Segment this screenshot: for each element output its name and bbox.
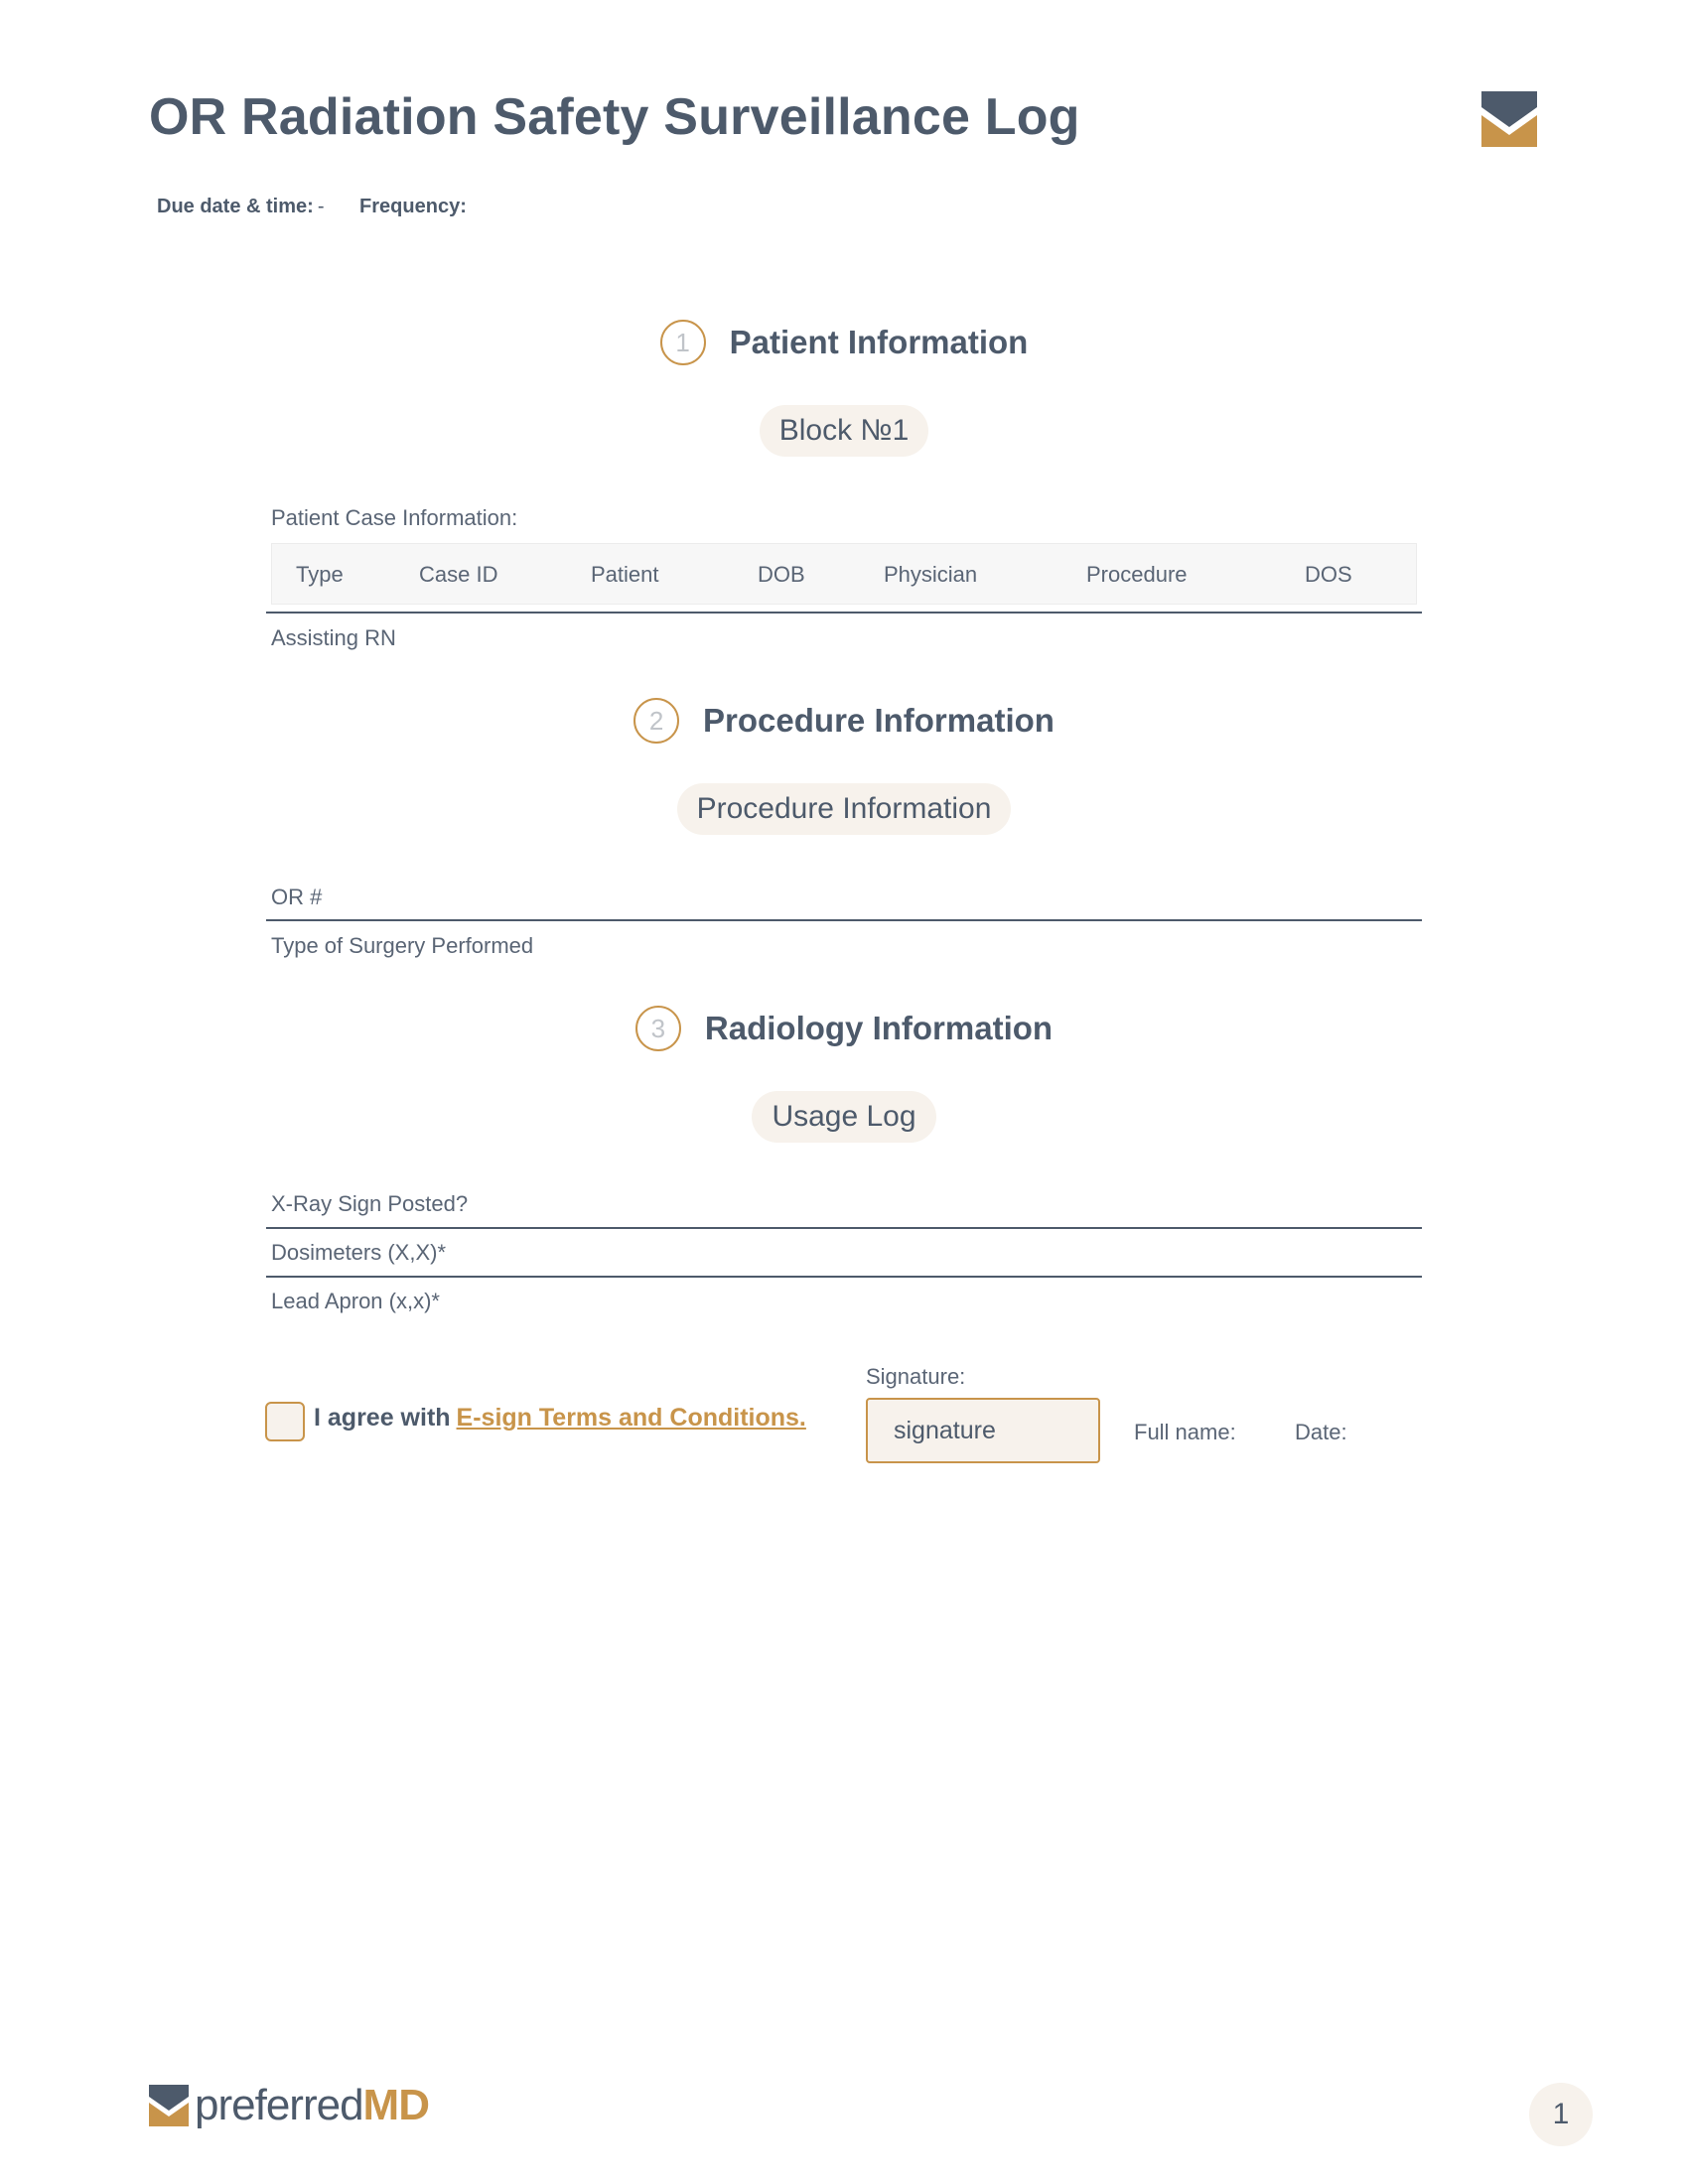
section-3-number: 3: [635, 1006, 681, 1051]
frequency-label: Frequency:: [359, 196, 467, 217]
due-frequency-row: [157, 196, 467, 218]
dosimeters-divider: [266, 1276, 1422, 1278]
patient-case-info-label: Patient Case Information:: [271, 505, 518, 530]
column-dos: DOS: [1305, 562, 1352, 587]
patient-case-table-header: [271, 543, 1417, 605]
table-divider: [266, 612, 1422, 614]
section-2-number: 2: [633, 698, 679, 744]
due-date-label: Due date & time:: [157, 196, 314, 217]
section-2-title: Procedure Information: [703, 702, 1055, 739]
signature-label: Signature:: [866, 1364, 966, 1389]
column-case-id: Case ID: [419, 562, 498, 587]
brand-name: [195, 2081, 429, 2130]
block-1-pill: [0, 405, 1688, 457]
signature-input[interactable]: signature: [866, 1398, 1100, 1463]
agree-label: I agree with: [314, 1404, 451, 1432]
block-2-label: Procedure Information: [677, 783, 1012, 835]
agree-text: [314, 1404, 806, 1433]
footer-logo: [149, 2081, 429, 2130]
lead-apron-field[interactable]: Lead Apron (x,x)*: [271, 1289, 440, 1313]
column-procedure: Procedure: [1086, 562, 1188, 587]
section-3-title: Radiology Information: [704, 1010, 1054, 1046]
column-type: Type: [296, 562, 344, 587]
section-1-title: Patient Information: [729, 324, 1029, 360]
column-physician: Physician: [884, 562, 978, 587]
date-field[interactable]: Date:: [1295, 1420, 1347, 1444]
page-number: 1: [1529, 2083, 1593, 2146]
xray-sign-field[interactable]: X-Ray Sign Posted?: [271, 1191, 469, 1216]
block-3-pill: [0, 1091, 1688, 1143]
column-patient: Patient: [591, 562, 659, 587]
dosimeters-field[interactable]: Dosimeters (X,X)*: [271, 1240, 447, 1265]
brand-suffix: MD: [362, 2081, 429, 2129]
assisting-rn-field[interactable]: Assisting RN: [271, 625, 396, 650]
checkmark-logo-icon: [149, 2085, 189, 2126]
full-name-field[interactable]: Full name:: [1134, 1420, 1236, 1444]
agree-checkbox[interactable]: [265, 1402, 305, 1441]
section-1-heading: [0, 320, 1688, 365]
or-number-field[interactable]: OR #: [271, 885, 323, 909]
surgery-type-field[interactable]: Type of Surgery Performed: [271, 933, 534, 958]
block-1-label: Block №1: [760, 405, 929, 457]
due-date-value: -: [317, 196, 325, 217]
section-1-number: 1: [660, 320, 706, 365]
section-3-heading: [0, 1006, 1688, 1051]
or-number-divider: [266, 919, 1422, 921]
brand-prefix: preferred: [195, 2081, 363, 2129]
checkmark-logo-icon: [1481, 91, 1537, 147]
esign-terms-link[interactable]: E-sign Terms and Conditions.: [456, 1404, 806, 1432]
xray-sign-divider: [266, 1227, 1422, 1229]
block-2-pill: [0, 783, 1688, 835]
page-title: OR Radiation Safety Surveillance Log: [149, 88, 1080, 146]
column-dob: DOB: [758, 562, 805, 587]
block-3-label: Usage Log: [752, 1091, 935, 1143]
section-2-heading: [0, 698, 1688, 744]
